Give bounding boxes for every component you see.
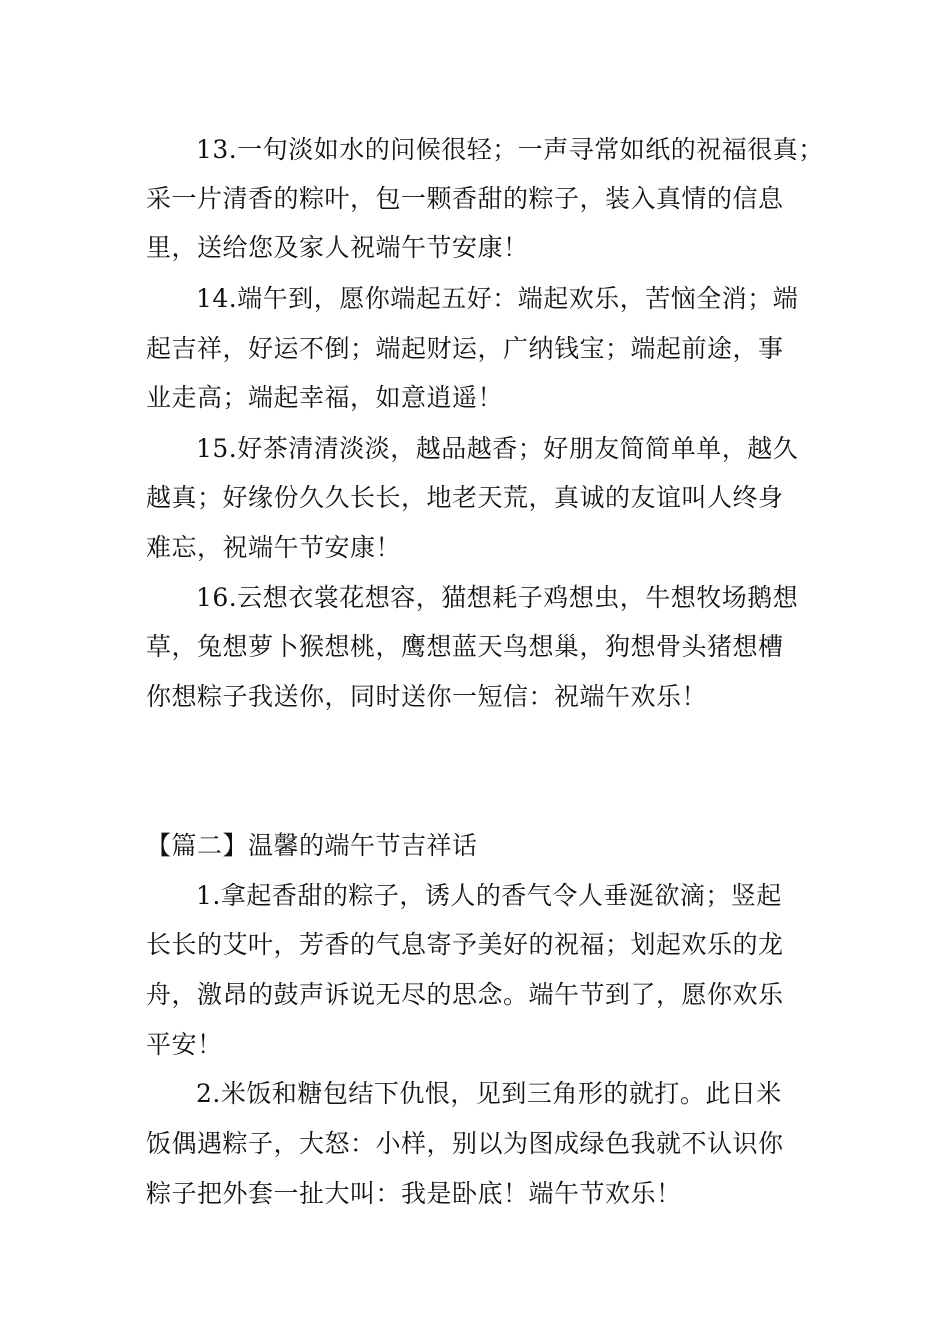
paragraph-line: 采一片清香的粽叶，包一颗香甜的粽子，装入真情的信息 bbox=[146, 184, 784, 213]
paragraph-line: 难忘，祝端午节安康！ bbox=[146, 533, 402, 562]
paragraph-line: 14.端午到，愿你端起五好：端起欢乐，苦恼全消；端 bbox=[196, 284, 799, 313]
paragraph-line: 草，兔想萝卜猴想桃，鹰想蓝天鸟想巢，狗想骨头猪想槽 bbox=[146, 632, 784, 661]
paragraph-line: 里，送给您及家人祝端午节安康！ bbox=[146, 233, 529, 262]
paragraph-line: 舟，激昂的鼓声诉说无尽的思念。端午节到了，愿你欢乐 bbox=[146, 980, 784, 1009]
paragraph-line: 业走高；端起幸福，如意逍遥！ bbox=[146, 383, 504, 412]
paragraph-line: 长长的艾叶，芳香的气息寄予美好的祝福；划起欢乐的龙 bbox=[146, 930, 784, 959]
paragraph-line: 越真；好缘份久久长长，地老天荒，真诚的友谊叫人终身 bbox=[146, 483, 784, 512]
paragraph-line: 饭偶遇粽子，大怒：小样，别以为图成绿色我就不认识你 bbox=[146, 1129, 784, 1158]
paragraph-line: 平安！ bbox=[146, 1030, 223, 1059]
paragraph-line: 起吉祥，好运不倒；端起财运，广纳钱宝；端起前途，事 bbox=[146, 334, 784, 363]
paragraph-line: 粽子把外套一扯大叫：我是卧底！端午节欢乐！ bbox=[146, 1179, 682, 1208]
paragraph-line: 2.米饭和糖包结下仇恨，见到三角形的就打。此日米 bbox=[196, 1079, 782, 1108]
section-heading: 【篇二】温馨的端午节吉祥话 bbox=[146, 831, 478, 860]
paragraph-line: 16.云想衣裳花想容，猫想耗子鸡想虫，牛想牧场鹅想 bbox=[196, 583, 799, 612]
paragraph-line: 15.好茶清清淡淡，越品越香；好朋友简简单单，越久 bbox=[196, 434, 799, 463]
paragraph-line: 13.一句淡如水的问候很轻；一声寻常如纸的祝福很真； bbox=[196, 135, 824, 164]
paragraph-line: 1.拿起香甜的粽子，诱人的香气令人垂涎欲滴；竖起 bbox=[196, 881, 782, 910]
paragraph-line: 你想粽子我送你，同时送你一短信：祝端午欢乐！ bbox=[146, 682, 708, 711]
